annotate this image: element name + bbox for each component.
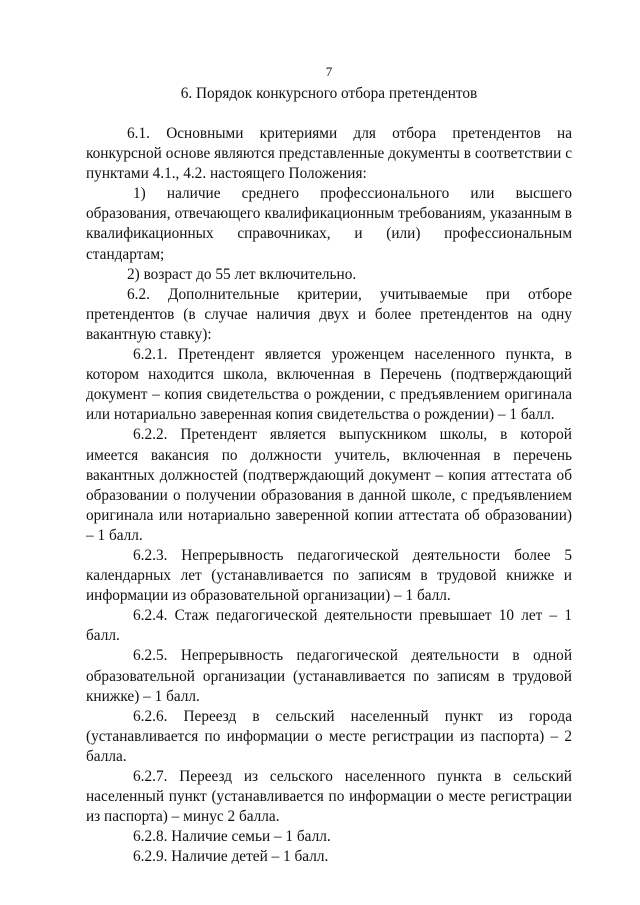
page-number: 7 xyxy=(325,64,333,79)
paragraph-6-2: 6.2. Дополнительные критерии, учитываемые при отборе претендентов (в случае наличия двух и более претендентов на одну вакантную ставку): xyxy=(86,285,572,343)
section-title: 6. Порядок конкурсного отбора претендентов xyxy=(180,85,478,102)
paragraph-6-1: 6.1. Основными критериями для отбора претендентов на конкурсной основе являются представленные документы в соответствии с пунктами 4.1., 4.2. настоящего Положения: xyxy=(86,125,572,183)
paragraph-6-2-9: 6.2.9. Наличие детей – 1 балл. xyxy=(133,848,329,866)
paragraph-6-2-3: 6.2.3. Непрерывность педагогической деятельности более 5 календарных лет (устанавливается по записям в трудовой книжке и информации из образовательной организации) – 1 балл. xyxy=(86,546,572,605)
paragraph-6-2-6: 6.2.6. Переезд в сельский населенный пункт из города (устанавливается по информации о месте регистрации из паспорта) – 2 балла. xyxy=(86,707,572,765)
paragraph-6-2-4: 6.2.4. Стаж педагогической деятельности превышает 10 лет – 1 балл. xyxy=(86,607,572,645)
paragraph-6-2-1: 6.2.1. Претендент является уроженцем населенного пункта, в котором находится школа, включенная в Перечень (подтверждающий документ – копия свидетельства о рождении, с предъявлением оригинала или нотариально заверенная копия свидетельства о рождении) – 1 балл. xyxy=(86,346,572,424)
paragraph-6-1-item-2: 2) возраст до 55 лет включительно. xyxy=(127,265,357,283)
paragraph-6-2-7: 6.2.7. Переезд из сельского населенного пункта в сельский населенный пункт (устанавливается по информации о месте регистрации из паспорта) – минус 2 балла. xyxy=(86,768,572,826)
document-page xyxy=(86,64,572,867)
paragraph-6-2-5: 6.2.5. Непрерывность педагогической деятельности в одной образовательной организации (устанавливается по записям в трудовой книжке) – 1 балл. xyxy=(86,647,572,705)
paragraph-6-2-8: 6.2.8. Наличие семьи – 1 балл. xyxy=(133,828,331,846)
paragraph-6-1-item-1: 1) наличие среднего профессионального или высшего образования, отвечающего квалификационным требованиям, указанным в квалификационных справочниках, и (или) профессиональным стандартам; xyxy=(86,185,572,263)
paragraph-6-2-2: 6.2.2. Претендент является выпускником школы, в которой имеется вакансия по должности учитель, включенная в перечень вакантных должностей (подтверждающий документ – копия аттестата об образовании о получении образования в данной школе, с предъявлением оригинала или нотариально заверенной копии аттестата об образовании) – 1 балл. xyxy=(86,426,572,544)
